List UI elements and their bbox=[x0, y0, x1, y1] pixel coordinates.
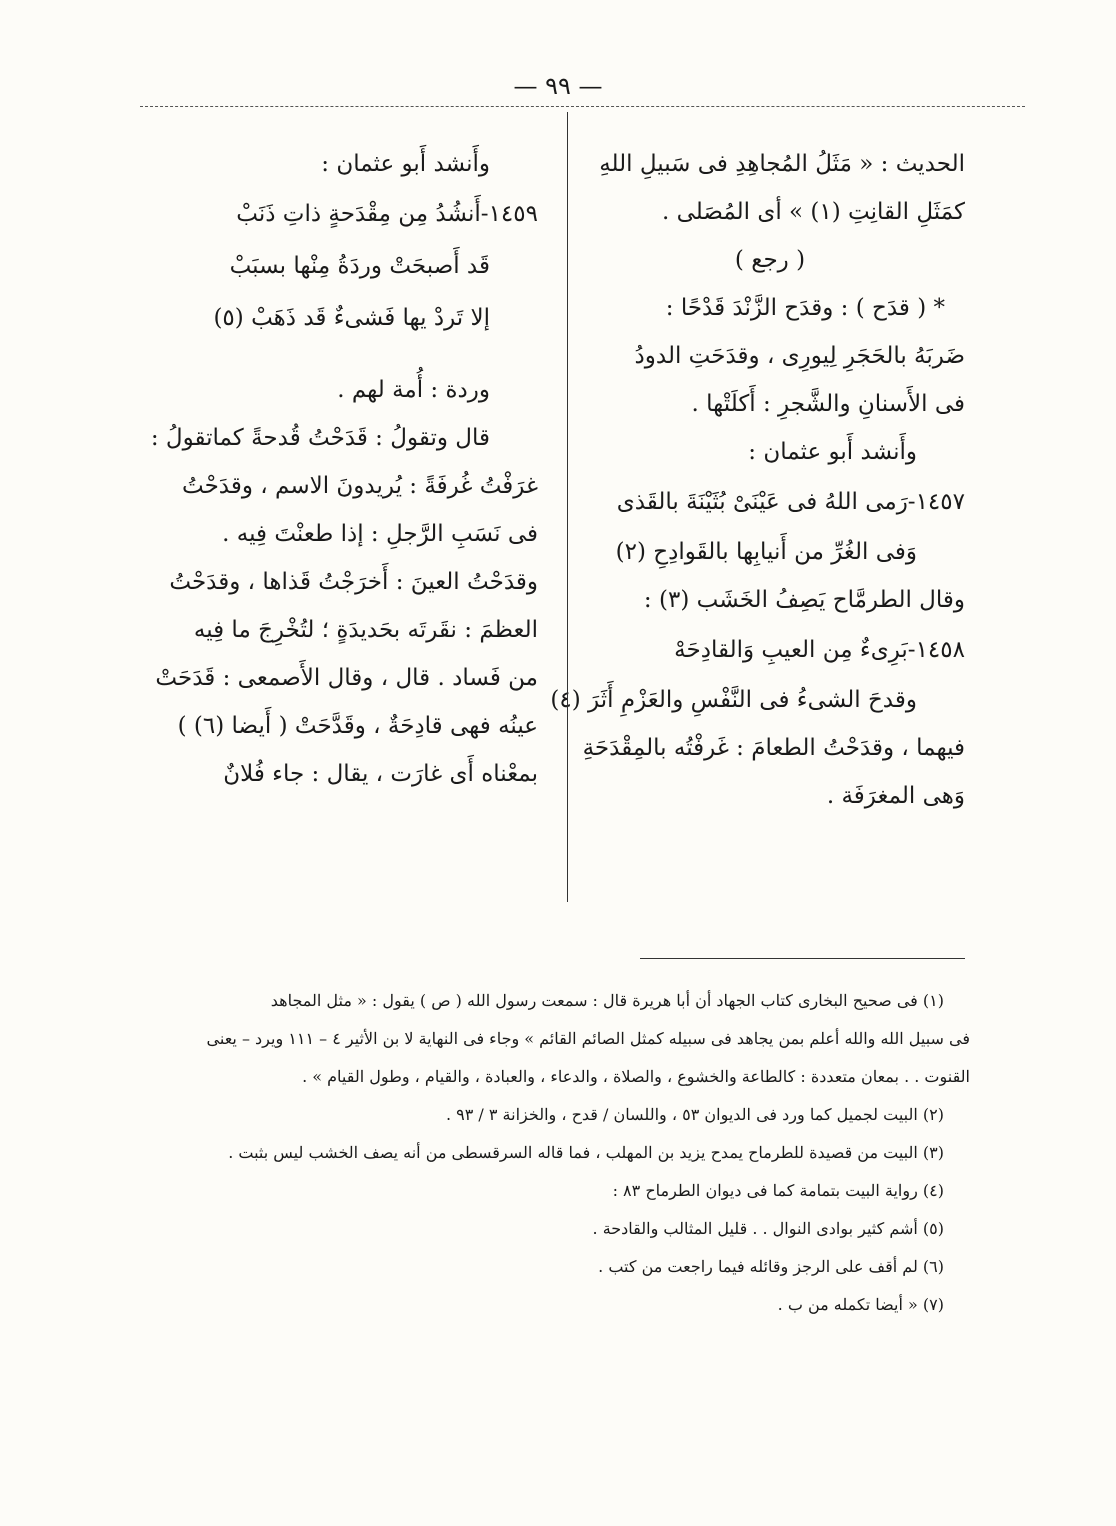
entry-heading: * ( قدَح ) : وقدَح الزَّنْدَ قَدْحًا : bbox=[665, 295, 945, 321]
text-line: فى نَسَبِ الرَّجلِ : إذا طعنْتَ فِيه . bbox=[222, 521, 538, 547]
footnote: (١) فى صحيح البخارى كتاب الجهاد أن أبا هريرة قال : سمعت رسول الله ( ص ) يقول : « مثل المجاهد bbox=[270, 991, 944, 1010]
footnote-rule bbox=[640, 958, 965, 959]
footnote: (٤) رواية البيت بتمامة كما فى ديوان الطرماح ٨٣ : bbox=[612, 1181, 944, 1200]
text-line: الحديث : « مَثَلُ المُجاهِدِ فى سَبيلِ اللهِ bbox=[599, 151, 965, 177]
text-line: العظمَ : نقَرتَه بحَديدَةٍ ؛ لتُخْرِجَ ما فِيه bbox=[193, 617, 538, 643]
column-divider bbox=[567, 112, 568, 902]
text-line: وقدَحْتُ العينَ : أَخرَجْتُ قَذاها ، وقدَحْتُ bbox=[169, 569, 538, 595]
text-line: وأَنشد أَبو عثمان : bbox=[748, 439, 917, 465]
footnote: فى سبيل الله والله أعلم بمن يجاهد فى سبيله كمثل الصائم القائم » وجاء فى النهاية لا بن الأثير ٤ – ١١١ ويرد – يعنى bbox=[206, 1029, 970, 1048]
text-line: وأَنشد أَبو عثمان : bbox=[321, 151, 490, 177]
text-line: وقدحَ الشىءُ فى النَّفْسِ والعَزْمِ أَثَرَ (٤) bbox=[550, 687, 917, 713]
text-line: وقال الطرمَّاح يَصِفُ الخَشَب (٣) : bbox=[643, 587, 965, 613]
text-line: غرَفْتُ غُرفَةً : يُريدونَ الاسم ، وقدَحْتُ bbox=[181, 473, 538, 499]
header-rule bbox=[140, 106, 1025, 107]
left-column bbox=[148, 140, 538, 798]
text-line: وَهى المغرَفَة . bbox=[826, 783, 965, 809]
text-line: وردة : أُمة لهم . bbox=[337, 377, 490, 403]
right-column bbox=[550, 140, 965, 820]
verse-line: ١٤٥٩-أَنشُدُ مِن مِقْدَحةٍ ذاتِ ذَنَبْ bbox=[236, 201, 538, 227]
verse-line: إلا تَردْ يها فَشىءٌ قَد ذَهَبْ (٥) bbox=[213, 305, 490, 331]
footnote: (٥) أشم كثير بوادى النوال . . قليل المثالب والقادحة . bbox=[592, 1219, 944, 1238]
text-line: ضَربَهُ بالحَجَرِ لِيورِى ، وقدَحَتِ الدودُ bbox=[634, 343, 965, 369]
section-heading: ( رجع ) bbox=[734, 247, 806, 273]
text-line: كمَثَلِ القانِتِ (١) » أى المُصَلى . bbox=[661, 199, 965, 225]
text-line: قال وتقولُ : قَدَحْتُ قُدحةً كماتقولُ : bbox=[150, 425, 490, 451]
footnote: القنوت . . بمعان متعددة : كالطاعة والخشوع ، والصلاة ، والدعاء ، والعبادة ، والقيام ، وطول القيام » . bbox=[302, 1067, 970, 1086]
page-number: — ٩٩ — bbox=[513, 72, 603, 100]
verse-line: ١٤٥٨-بَرِىءٌ مِن العيبِ وَالقادِحَهْ bbox=[674, 637, 965, 663]
verse-line: قَد أَصبحَتْ وردَةُ مِنْها بسبَبْ bbox=[229, 253, 490, 279]
text-line: عينُه فهى قادِحَةٌ ، وقَدَّحَتْ ( أَيضا (٦) ) bbox=[177, 713, 538, 739]
footnote: (٣) البيت من قصيدة للطرماح يمدح يزيد بن المهلب ، فما قاله السرقسطى من أنه يصف الخشب ليس بثبت . bbox=[228, 1143, 944, 1162]
text-line: من فَساد . قال ، وقال الأَصمعى : قَدَحَتْ bbox=[155, 665, 538, 691]
footnote: (٧) « أيضا تكمله من ب . bbox=[777, 1295, 944, 1314]
text-line: بمعْناه أَى غارَت ، يقال : جاء فُلانٌ bbox=[223, 761, 538, 787]
footnote: (٢) البيت لجميل كما ورد فى الديوان ٥٣ ، واللسان / قدح ، والخزانة ٣ / ٩٣ . bbox=[445, 1105, 944, 1124]
text-line: فيهما ، وقدَحْتُ الطعامَ : غَرفْتُه بالمِقْدَحَةِ bbox=[582, 735, 965, 761]
verse-line: ١٤٥٧-رَمى اللهُ فى عَيْنَىْ بُثَيْنَةَ بالقَذى bbox=[616, 489, 965, 515]
text-line: فى الأَسنانِ والشَّجرِ : أَكلَتْها . bbox=[691, 391, 965, 417]
verse-line: وَفى الغُرِّ من أَنيابِها بالقَوادِحِ (٢) bbox=[615, 539, 917, 565]
footnotes bbox=[120, 982, 970, 1324]
footnote: (٦) لم أقف على الرجز وقائله فيما راجعت من كتب . bbox=[598, 1257, 944, 1276]
